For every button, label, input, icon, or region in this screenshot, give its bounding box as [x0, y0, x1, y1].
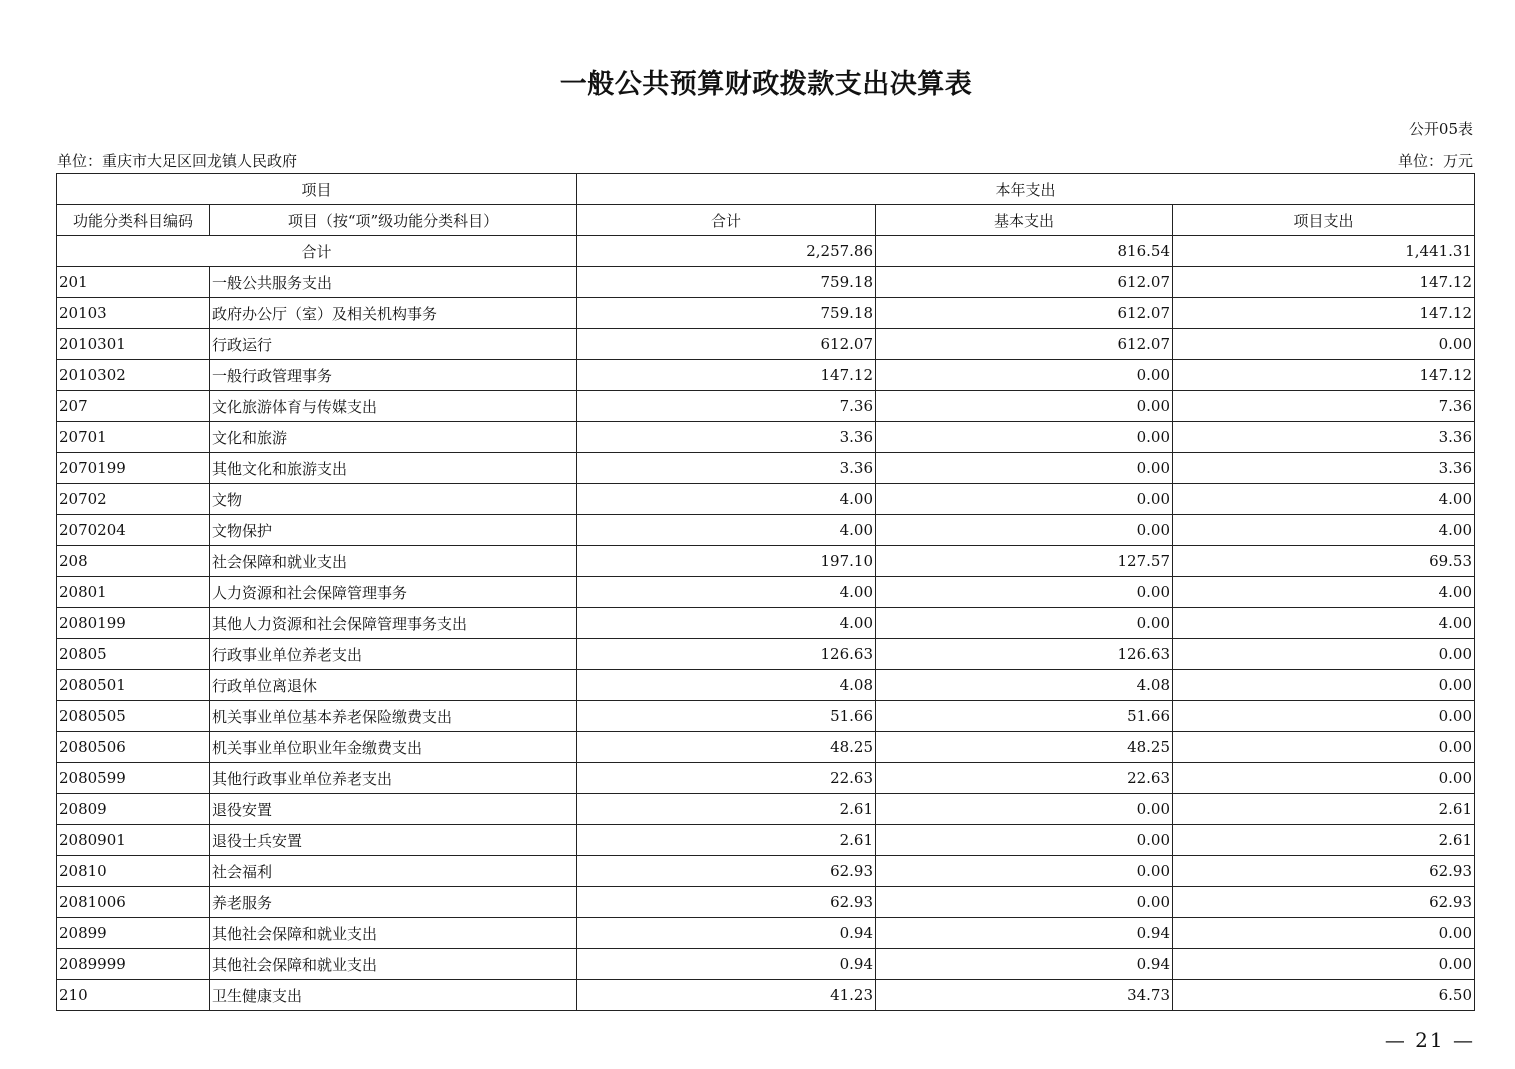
row-code: 201 — [57, 267, 210, 298]
row-basic: 0.00 — [876, 794, 1173, 825]
table-row — [57, 639, 1475, 670]
row-name: 一般公共服务支出 — [210, 267, 577, 298]
row-item: 62.93 — [1173, 856, 1475, 887]
row-name: 机关事业单位基本养老保险缴费支出 — [210, 701, 577, 732]
row-basic: 612.07 — [876, 267, 1173, 298]
header-row-2 — [57, 205, 1475, 236]
total-row — [57, 236, 1475, 267]
table-row — [57, 484, 1475, 515]
row-total: 3.36 — [577, 422, 876, 453]
row-basic: 51.66 — [876, 701, 1173, 732]
row-total: 759.18 — [577, 267, 876, 298]
row-total: 41.23 — [577, 980, 876, 1011]
row-item: 4.00 — [1173, 515, 1475, 546]
unit-organization: 单位：重庆市大足区回龙镇人民政府 — [57, 152, 298, 170]
row-name: 行政事业单位养老支出 — [210, 639, 577, 670]
row-code: 20899 — [57, 918, 210, 949]
table-row — [57, 546, 1475, 577]
table-row — [57, 980, 1475, 1011]
row-code: 2089999 — [57, 949, 210, 980]
row-name: 文化旅游体育与传媒支出 — [210, 391, 577, 422]
row-name: 其他文化和旅游支出 — [210, 453, 577, 484]
table-row — [57, 329, 1475, 360]
row-name: 政府办公厅（室）及相关机构事务 — [210, 298, 577, 329]
row-basic: 127.57 — [876, 546, 1173, 577]
row-code: 20801 — [57, 577, 210, 608]
table-row — [57, 732, 1475, 763]
row-total: 51.66 — [577, 701, 876, 732]
header-total: 合计 — [577, 205, 876, 236]
row-item: 4.00 — [1173, 577, 1475, 608]
row-item: 2.61 — [1173, 825, 1475, 856]
table-row — [57, 949, 1475, 980]
row-basic: 126.63 — [876, 639, 1173, 670]
row-basic: 0.00 — [876, 422, 1173, 453]
row-total: 4.00 — [577, 577, 876, 608]
table-row — [57, 763, 1475, 794]
table-row — [57, 515, 1475, 546]
row-name: 机关事业单位职业年金缴费支出 — [210, 732, 577, 763]
row-code: 2080599 — [57, 763, 210, 794]
row-name: 社会保障和就业支出 — [210, 546, 577, 577]
row-name: 人力资源和社会保障管理事务 — [210, 577, 577, 608]
row-name: 其他人力资源和社会保障管理事务支出 — [210, 608, 577, 639]
row-total: 759.18 — [577, 298, 876, 329]
header-name: 项目（按“项”级功能分类科目） — [210, 205, 577, 236]
row-code: 2070204 — [57, 515, 210, 546]
row-item: 0.00 — [1173, 949, 1475, 980]
table-row — [57, 453, 1475, 484]
row-total: 197.10 — [577, 546, 876, 577]
row-total: 0.94 — [577, 918, 876, 949]
row-code: 2010301 — [57, 329, 210, 360]
row-code: 2080505 — [57, 701, 210, 732]
row-code: 2080901 — [57, 825, 210, 856]
row-basic: 22.63 — [876, 763, 1173, 794]
table-row — [57, 608, 1475, 639]
header-item: 项目支出 — [1173, 205, 1475, 236]
row-total: 0.94 — [577, 949, 876, 980]
row-basic: 612.07 — [876, 329, 1173, 360]
row-basic: 34.73 — [876, 980, 1173, 1011]
row-item: 0.00 — [1173, 918, 1475, 949]
row-code: 20103 — [57, 298, 210, 329]
row-item: 0.00 — [1173, 732, 1475, 763]
row-item: 0.00 — [1173, 670, 1475, 701]
header-basic: 基本支出 — [876, 205, 1173, 236]
row-basic: 0.00 — [876, 856, 1173, 887]
table-row — [57, 577, 1475, 608]
row-total: 62.93 — [577, 856, 876, 887]
row-item: 147.12 — [1173, 267, 1475, 298]
header-code: 功能分类科目编码 — [57, 205, 210, 236]
row-basic: 0.00 — [876, 887, 1173, 918]
row-total: 4.00 — [577, 484, 876, 515]
row-item: 147.12 — [1173, 298, 1475, 329]
row-name: 文物保护 — [210, 515, 577, 546]
row-item: 62.93 — [1173, 887, 1475, 918]
row-code: 208 — [57, 546, 210, 577]
row-code: 2080501 — [57, 670, 210, 701]
total-item: 1,441.31 — [1173, 236, 1475, 267]
header-row-1 — [57, 174, 1475, 205]
row-total: 2.61 — [577, 825, 876, 856]
page-title: 一般公共预算财政拨款支出决算表 — [559, 69, 973, 100]
row-code: 2010302 — [57, 360, 210, 391]
row-code: 2081006 — [57, 887, 210, 918]
row-total: 4.00 — [577, 608, 876, 639]
row-item: 7.36 — [1173, 391, 1475, 422]
row-basic: 0.00 — [876, 515, 1173, 546]
row-total: 4.08 — [577, 670, 876, 701]
row-total: 612.07 — [577, 329, 876, 360]
row-item: 0.00 — [1173, 329, 1475, 360]
total-label: 合计 — [57, 236, 577, 267]
table-row — [57, 422, 1475, 453]
row-name: 行政单位离退休 — [210, 670, 577, 701]
row-name: 行政运行 — [210, 329, 577, 360]
row-code: 2070199 — [57, 453, 210, 484]
table-row — [57, 391, 1475, 422]
row-code: 210 — [57, 980, 210, 1011]
row-name: 一般行政管理事务 — [210, 360, 577, 391]
row-basic: 0.00 — [876, 391, 1173, 422]
row-item: 4.00 — [1173, 608, 1475, 639]
row-basic: 612.07 — [876, 298, 1173, 329]
table-row — [57, 794, 1475, 825]
header-this-year: 本年支出 — [577, 174, 1475, 205]
row-item: 147.12 — [1173, 360, 1475, 391]
row-item: 0.00 — [1173, 701, 1475, 732]
row-name: 社会福利 — [210, 856, 577, 887]
total-basic: 816.54 — [876, 236, 1173, 267]
row-code: 20805 — [57, 639, 210, 670]
page-number: — 21 — — [1384, 1028, 1475, 1052]
row-name: 其他社会保障和就业支出 — [210, 918, 577, 949]
row-total: 2.61 — [577, 794, 876, 825]
total-total: 2,257.86 — [577, 236, 876, 267]
row-basic: 4.08 — [876, 670, 1173, 701]
table-number: 公开05表 — [1408, 120, 1473, 138]
row-total: 48.25 — [577, 732, 876, 763]
row-total: 22.63 — [577, 763, 876, 794]
unit-currency: 单位：万元 — [1397, 152, 1473, 170]
row-name: 养老服务 — [210, 887, 577, 918]
expenditure-table — [56, 173, 1475, 1011]
row-basic: 0.00 — [876, 360, 1173, 391]
header-project: 项目 — [57, 174, 577, 205]
row-basic: 0.00 — [876, 825, 1173, 856]
row-code: 20810 — [57, 856, 210, 887]
row-name: 文化和旅游 — [210, 422, 577, 453]
row-item: 6.50 — [1173, 980, 1475, 1011]
row-basic: 48.25 — [876, 732, 1173, 763]
row-total: 126.63 — [577, 639, 876, 670]
row-name: 文物 — [210, 484, 577, 515]
row-basic: 0.94 — [876, 949, 1173, 980]
table-row — [57, 360, 1475, 391]
row-total: 147.12 — [577, 360, 876, 391]
table-body — [57, 174, 1475, 1011]
row-item: 69.53 — [1173, 546, 1475, 577]
table-row — [57, 267, 1475, 298]
row-total: 4.00 — [577, 515, 876, 546]
row-total: 7.36 — [577, 391, 876, 422]
row-basic: 0.94 — [876, 918, 1173, 949]
row-item: 3.36 — [1173, 453, 1475, 484]
row-basic: 0.00 — [876, 577, 1173, 608]
table-row — [57, 670, 1475, 701]
row-name: 退役安置 — [210, 794, 577, 825]
row-item: 2.61 — [1173, 794, 1475, 825]
row-item: 4.00 — [1173, 484, 1475, 515]
table-row — [57, 856, 1475, 887]
table-row — [57, 918, 1475, 949]
row-total: 3.36 — [577, 453, 876, 484]
row-name: 其他行政事业单位养老支出 — [210, 763, 577, 794]
row-name: 退役士兵安置 — [210, 825, 577, 856]
row-name: 其他社会保障和就业支出 — [210, 949, 577, 980]
table-row — [57, 825, 1475, 856]
row-item: 0.00 — [1173, 763, 1475, 794]
table-row — [57, 298, 1475, 329]
row-code: 2080199 — [57, 608, 210, 639]
row-item: 0.00 — [1173, 639, 1475, 670]
row-code: 2080506 — [57, 732, 210, 763]
row-code: 20809 — [57, 794, 210, 825]
row-name: 卫生健康支出 — [210, 980, 577, 1011]
row-code: 207 — [57, 391, 210, 422]
table-row — [57, 701, 1475, 732]
row-code: 20701 — [57, 422, 210, 453]
row-total: 62.93 — [577, 887, 876, 918]
table-row — [57, 887, 1475, 918]
row-basic: 0.00 — [876, 608, 1173, 639]
row-basic: 0.00 — [876, 453, 1173, 484]
row-code: 20702 — [57, 484, 210, 515]
row-basic: 0.00 — [876, 484, 1173, 515]
row-item: 3.36 — [1173, 422, 1475, 453]
